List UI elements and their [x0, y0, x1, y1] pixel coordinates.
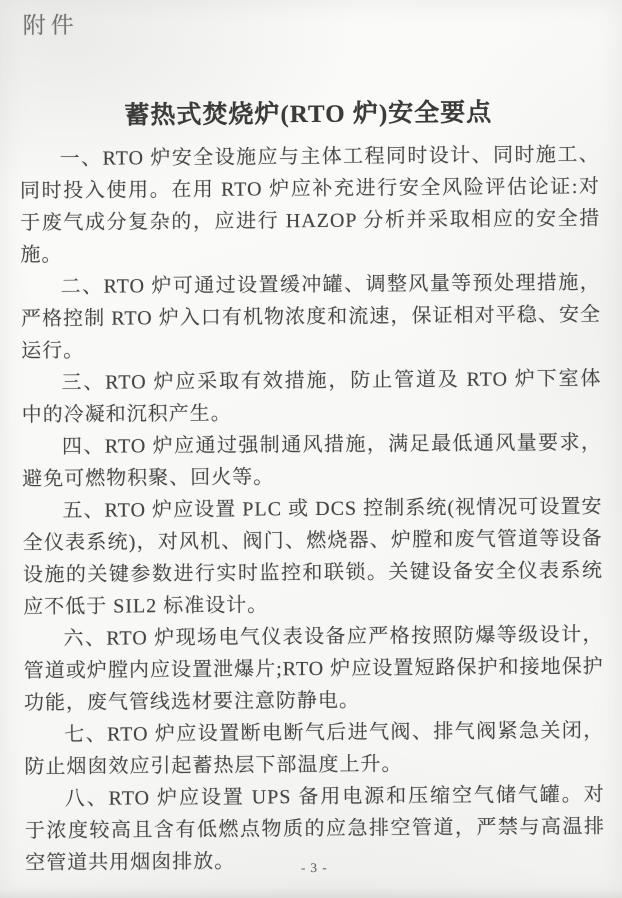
paragraph-5: 五、RTO 炉应设置 PLC 或 DCS 控制系统(视情况可设置安全仪表系统)，对风机、阀门、燃烧器、炉膛和废气管道等设备设施的关键参数进行实时监控和联锁。关键设备安全仪表系统应不低于 SIL2 标准设计。 [22, 495, 604, 619]
document-title: 蓄热式焚烧炉(RTO 炉)安全要点 [124, 99, 493, 130]
scan-edge-artifact [0, 888, 622, 898]
paragraph-1: 一、RTO 炉安全设施应与主体工程同时设计、同时施工、同时投入使用。在用 RTO 炉应补充进行安全风险评估论证:对于废气成分复杂的，应进行 HAZOP 分析并采取相应的安全措施。 [19, 143, 601, 267]
page-number: - 3 - [300, 859, 328, 876]
document-body [20, 139, 606, 880]
paragraph-7: 七、RTO 炉应设置断电断气后进气阀、排气阀紧急关闭，防止烟囱效应引起蓄热层下部温度上升。 [24, 719, 605, 779]
attachment-label: 附件 [22, 12, 79, 39]
paragraph-4: 四、RTO 炉应通过强制通风措施，满足最低通风量要求，避免可燃物积聚、回火等。 [22, 431, 603, 491]
paragraph-3: 三、RTO 炉应采取有效措施，防止管道及 RTO 炉下室体中的冷凝和沉积产生。 [21, 367, 602, 427]
paragraph-2: 二、RTO 炉可通过设置缓冲罐、调整风量等预处理措施，严格控制 RTO 炉入口有机物浓度和流速，保证相对平稳、安全运行。 [20, 271, 602, 363]
paragraph-8: 八、RTO 炉应设置 UPS 备用电源和压缩空气储气罐。对于浓度较高且含有低燃点物质的应急排空管道，严禁与高温排空管道共用烟囱排放。 [24, 783, 606, 875]
paragraph-6: 六、RTO 炉现场电气仪表设备应严格按照防爆等级设计，管道或炉膛内应设置泄爆片;RTO 炉应设置短路保护和接地保护功能，废气管线选材要注意防静电。 [23, 623, 604, 715]
